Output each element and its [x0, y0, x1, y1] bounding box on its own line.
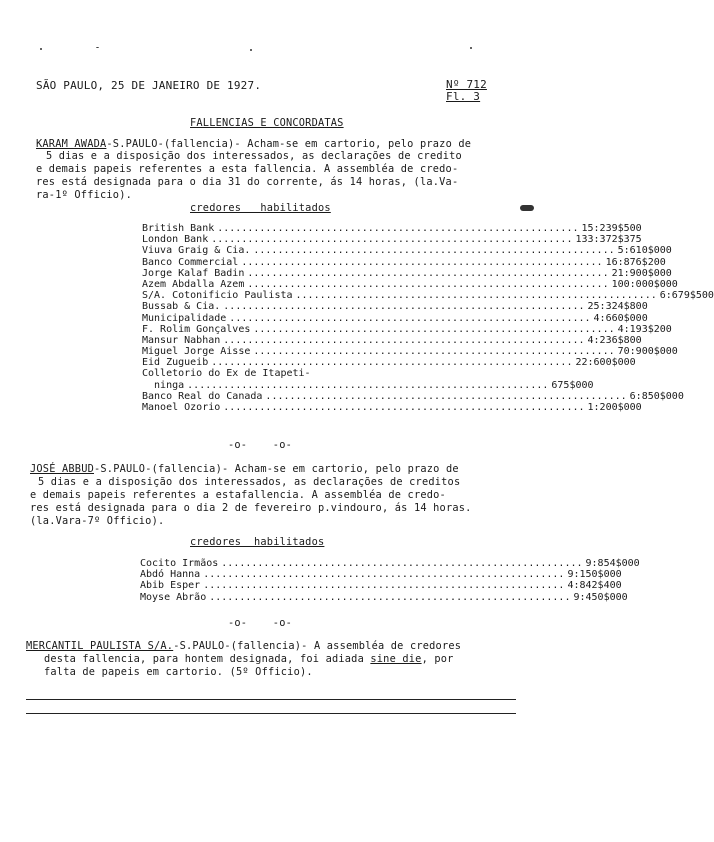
creditor-name: Municipalidade [142, 312, 227, 324]
creditor-name: Abib Esper [140, 580, 201, 592]
entry1-line2: 5 dias e a disposição dos interessados, as declarações de credito [46, 150, 462, 162]
creditor-name: Abdó Hanna [140, 569, 201, 581]
creditor-name: Banco Real do Canada [142, 390, 263, 402]
creditor-name: Moyse Abrão [140, 591, 207, 603]
leader-dots: ............................................................ [221, 558, 583, 569]
leader-dots: ............................................................ [223, 301, 585, 313]
leader-dots: ............................................................ [265, 390, 627, 402]
entry1-creditor-row [142, 334, 642, 346]
entry3-line1: MERCANTIL PAULISTA S/A.-S.PAULO-(fallencia)- A assembléa de credores [26, 640, 462, 652]
entry1-line3: e demais papeis referentes a esta fallencia. A assembléa de credo- [36, 163, 459, 175]
entry2-creditor-row [140, 591, 628, 603]
creditor-amount: 133:372$375 [575, 234, 642, 246]
dateline: SÃO PAULO, 25 DE JANEIRO DE 1927. [36, 79, 262, 92]
entry1-creditor-row [142, 223, 642, 234]
entry2-line4: res está designada para o dia 2 de fevereiro p.vindouro, ás 14 horas. [30, 502, 472, 514]
entry2-creditors-list [140, 558, 640, 603]
creditor-name: Cocito Irmãos [140, 558, 219, 569]
creditor-name: Bussab & Cia. [142, 301, 221, 313]
entry1-creditor-row [142, 312, 648, 324]
creditor-name: F. Rolim Gonçalves [142, 323, 251, 335]
entry2-line5: (la.Vara-7º Officio). [30, 515, 165, 527]
entry1-line4: res está designada para o dia 31 do corrente, ás 14 horas, (la.Va- [36, 176, 459, 188]
creditor-name: Azem Abdalla Azem [142, 278, 245, 290]
entry2-creditor-row [140, 580, 622, 592]
creditor-name: London Bank [142, 234, 209, 246]
creditor-name: Eid Zugueib [142, 357, 209, 369]
divider-rule [26, 713, 516, 714]
creditor-amount: 100:000$000 [611, 278, 678, 290]
entry1-creditor-row [142, 278, 678, 290]
entry1-company-name: KARAM AWADA [36, 138, 107, 150]
entry1-creditor-row [142, 402, 642, 413]
creditor-amount: 5:610$000 [617, 245, 672, 257]
entry2-creditors-heading: credores habilitados [190, 536, 325, 548]
creditor-name: Colletorio do Ex de Itapeti- [142, 368, 311, 380]
sine-die-text: sine die [370, 653, 422, 665]
scan-speck [470, 47, 472, 49]
leader-dots: ............................................................ [203, 569, 565, 581]
leader-dots: ............................................................ [295, 290, 657, 302]
entry2-creditor-row [140, 569, 622, 581]
entry1-line5: ra-1º Officio). [36, 189, 132, 201]
scan-speck [250, 49, 252, 51]
entry1-creditors-heading: credores habilitados [190, 202, 331, 214]
entry1-creditor-row [142, 323, 672, 335]
creditor-amount: 21:900$000 [611, 267, 672, 279]
leader-dots: ............................................................ [229, 312, 591, 324]
entry2-line3: e demais papeis referentes a estafallencia. A assembléa de credo- [30, 489, 446, 501]
entry2-line2: 5 dias e a disposição dos interessados, as declarações de creditos [38, 476, 461, 488]
creditor-amount: 70:900$000 [617, 346, 678, 358]
creditor-amount: 9:854$000 [585, 558, 640, 569]
creditor-name: S/A. Cotonificio Paulista [142, 290, 293, 302]
leader-dots [314, 368, 369, 379]
entry1-creditor-row [142, 301, 648, 313]
creditor-amount: 675$000 [551, 379, 594, 391]
leader-dots: ............................................................ [253, 346, 615, 358]
leader-dots: ............................................................ [253, 323, 615, 335]
section-title: FALLENCIAS E CONCORDATAS [190, 117, 344, 129]
ink-blot [520, 205, 534, 211]
leader-dots: ............................................................ [217, 223, 579, 234]
creditor-amount: 6:850$000 [629, 390, 684, 402]
scan-speck [96, 47, 99, 48]
creditor-amount: 4:236$800 [587, 334, 642, 346]
leader-dots: ............................................................ [247, 278, 609, 290]
creditor-amount: 15:239$500 [581, 223, 642, 234]
creditor-amount: 4:193$200 [617, 323, 672, 335]
entry2-company-name: JOSÉ ABBUD [30, 463, 94, 475]
divider-rule [26, 699, 516, 700]
leader-dots: ............................................................ [253, 245, 615, 257]
creditor-amount: 4:842$400 [567, 580, 622, 592]
leader-dots: ............................................................ [187, 379, 549, 391]
entry1-line1: KARAM AWADA-S.PAULO-(fallencia)- Acham-se em cartorio, pelo prazo de [36, 138, 472, 150]
creditor-amount: 22:600$000 [575, 357, 636, 369]
creditor-amount: 16:876$200 [605, 256, 666, 268]
entry3-company-name: MERCANTIL PAULISTA S/A. [26, 640, 174, 652]
entry1-creditor-row [142, 245, 672, 257]
creditor-amount: 9:450$000 [573, 591, 628, 603]
leader-dots: ............................................................ [211, 357, 573, 369]
creditor-amount: 4:660$000 [593, 312, 648, 324]
creditor-name: Mansur Nabhan [142, 334, 221, 346]
creditor-amount: 6:679$500 [659, 290, 714, 302]
entry1-creditor-row [142, 390, 684, 402]
creditor-amount: 9:150$000 [567, 569, 622, 581]
entry1-separator: -o- -o- [228, 439, 292, 451]
creditor-name: ninga [142, 379, 185, 391]
entry1-creditors-list [142, 223, 714, 413]
leader-dots: ............................................................ [247, 267, 609, 279]
entry3-line3: falta de papeis em cartorio. (5º Officio). [44, 666, 313, 678]
leader-dots: ............................................................ [209, 591, 571, 603]
leader-dots: ............................................................ [223, 402, 585, 413]
entry1-creditor-row [142, 256, 666, 268]
leader-dots: ............................................................ [211, 234, 573, 246]
creditor-name: Jorge Kalaf Badin [142, 267, 245, 279]
creditor-name: Banco Commercial [142, 256, 239, 268]
leader-dots: ............................................................ [223, 334, 585, 346]
entry1-creditor-row [142, 379, 594, 391]
creditor-amount: 1:200$000 [587, 402, 642, 413]
entry2-creditor-row [140, 558, 640, 569]
entry1-creditor-row [142, 234, 642, 246]
scan-speck [40, 48, 42, 50]
entry1-creditor-row [142, 346, 678, 358]
entry2-line1: JOSÉ ABBUD-S.PAULO-(fallencia)- Acham-se em cartorio, pelo prazo de [30, 463, 459, 475]
leader-dots: ............................................................ [241, 256, 603, 268]
creditor-amount: 25:324$800 [587, 301, 648, 313]
leader-dots: ............................................................ [203, 580, 565, 592]
entry1-creditor-row [142, 368, 372, 379]
document-number: Nº 712 [446, 78, 487, 91]
entry1-creditor-row [142, 357, 636, 369]
creditor-name: British Bank [142, 223, 215, 234]
entry1-creditor-row [142, 267, 672, 279]
creditor-name: Manoel Ozorio [142, 402, 221, 413]
creditor-name: Viuva Graig & Cia. [142, 245, 251, 257]
entry3-line2: desta fallencia, para hontem designada, foi adiada sine die, por [44, 653, 454, 665]
creditor-name: Miguel Jorge Aisse [142, 346, 251, 358]
entry2-separator: -o- -o- [228, 617, 292, 629]
sheet-number: Fl. 3 [446, 90, 481, 103]
entry1-creditor-row [142, 290, 714, 302]
